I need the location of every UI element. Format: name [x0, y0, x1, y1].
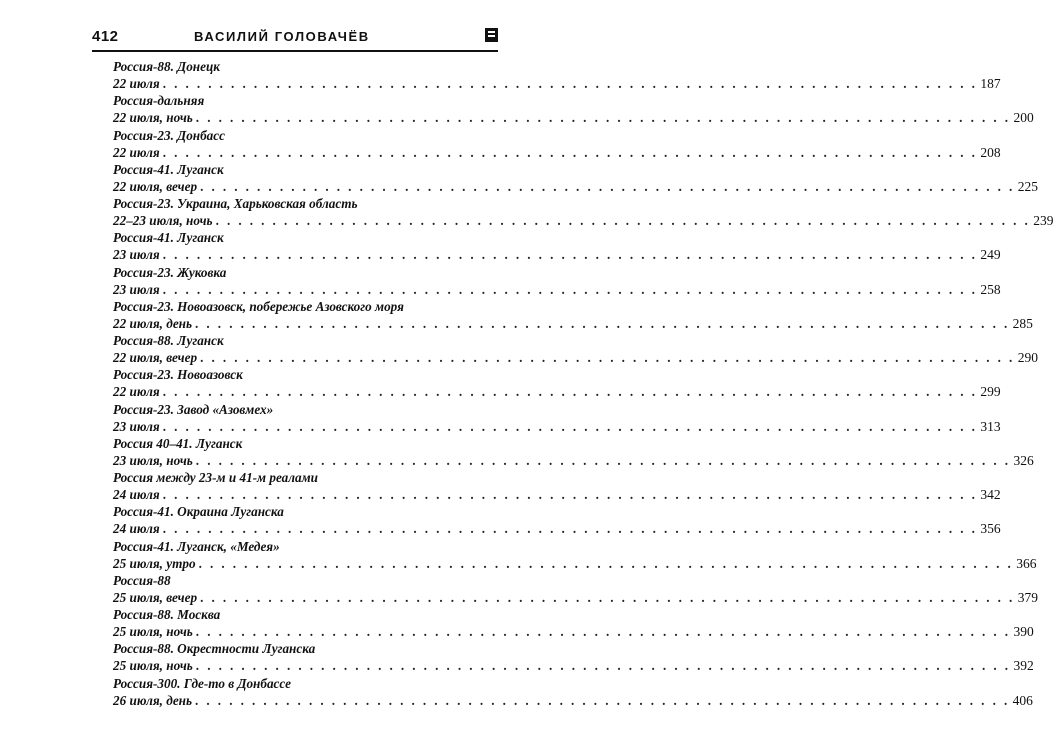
- toc-entry-title: Россия между 23-м и 41-м реалами: [113, 470, 318, 485]
- toc-entry-subline: [113, 589, 1038, 606]
- toc-entry-subtitle: 22 июля, вечер: [113, 350, 198, 365]
- dot-leader: . . . . . . . . . . . . . . . . . . . . . . . . . . . . . . . . . . . . . . . . . . . . . . . . . . . . . . . . . . . . . . . . . . . . . . . .: [195, 110, 1011, 126]
- toc-entry-subline: [113, 75, 1001, 92]
- toc-entry: [113, 229, 1001, 263]
- toc-entry-title: Россия-23. Новоазовск: [113, 367, 243, 383]
- toc-entry-subtitle: 22 июля, день: [113, 315, 193, 331]
- toc-entry-page: 249: [980, 247, 1001, 263]
- dot-leader: . . . . . . . . . . . . . . . . . . . . . . . . . . . . . . . . . . . . . . . . . . . . . . . . . . . . . . . . . . . . . . . . . . . . . . . .: [195, 452, 1011, 468]
- dot-leader: . . . . . . . . . . . . . . . . . . . . . . . . . . . . . . . . . . . . . . . . . . . . . . . . . . . . . . . . . . . . . . . . . . . . . . . .: [162, 144, 978, 160]
- toc-entry-page: 392: [1013, 658, 1034, 674]
- toc-entry-subline: [113, 212, 1053, 229]
- toc-entry-title: Россия-23. Новоазовск, побережье Азовского моря: [113, 298, 404, 314]
- running-title: ВАСИЛИЙ ГОЛОВАЧЁВ: [194, 29, 370, 44]
- toc-entry-subline: [113, 349, 1038, 366]
- toc-entry-title: Россия-дальняя: [113, 93, 205, 109]
- toc-entry-subtitle: 23 июля: [113, 418, 160, 434]
- dot-leader: . . . . . . . . . . . . . . . . . . . . . . . . . . . . . . . . . . . . . . . . . . . . . . . . . . . . . . . . . . . . . . . . . . . . . . . .: [162, 76, 978, 91]
- dot-leader: . . . . . . . . . . . . . . . . . . . . . . . . . . . . . . . . . . . . . . . . . . . . . . . . . . . . . . . . . . . . . . . . . . . . . . . .: [198, 555, 1014, 571]
- toc-entry-page: 326: [1013, 452, 1034, 468]
- toc-entry-subline: [113, 623, 1034, 640]
- toc-entry-subtitle: 22 июля: [113, 76, 160, 91]
- toc-entry-page: 225: [1017, 178, 1038, 194]
- dot-leader: . . . . . . . . . . . . . . . . . . . . . . . . . . . . . . . . . . . . . . . . . . . . . . . . . . . . . . . . . . . . . . . . . . . . . . . .: [162, 247, 978, 263]
- toc-entry-subline: [113, 246, 1001, 263]
- dot-leader: . . . . . . . . . . . . . . . . . . . . . . . . . . . . . . . . . . . . . . . . . . . . . . . . . . . . . . . . . . . . . . . . . . . . . . . .: [195, 315, 1010, 331]
- toc-entry-title: Россия-41. Луганск, «Медея»: [113, 538, 280, 554]
- toc-entry: [113, 332, 1038, 366]
- toc-entry-subline: [113, 520, 1001, 537]
- toc-entry-page: 356: [980, 521, 1001, 537]
- toc-entry-subtitle: 22 июля, ночь: [113, 110, 193, 126]
- toc-entry: [113, 469, 1001, 503]
- toc-entry-title: Россия-41. Луганск: [113, 230, 224, 246]
- toc-entry-subline: [113, 692, 1033, 709]
- toc-entry-subtitle: 25 июля, вечер: [113, 589, 198, 605]
- toc-entry-page: 406: [1012, 692, 1033, 708]
- toc-entry-title: Россия 40–41. Луганск: [113, 435, 243, 451]
- toc-entry-title: Россия-88. Донецк: [113, 59, 220, 74]
- toc-entry-page: 208: [980, 144, 1001, 160]
- toc-entry-title: Россия-88. Окрестности Луганска: [113, 641, 316, 657]
- toc-entry-subtitle: 25 июля, утро: [113, 555, 196, 571]
- toc-entry: [113, 435, 1034, 469]
- page-number: 412: [92, 28, 119, 45]
- running-header: [92, 24, 498, 50]
- toc-entry-page: 342: [980, 487, 1001, 502]
- toc-entry-subline: [113, 281, 1001, 298]
- toc-entry: [113, 264, 1001, 298]
- toc-entry-subline: [113, 486, 1001, 503]
- toc-entry-subline: [113, 315, 1033, 332]
- toc-entry-title: Россия-41. Окраина Луганска: [113, 504, 284, 520]
- dot-leader: . . . . . . . . . . . . . . . . . . . . . . . . . . . . . . . . . . . . . . . . . . . . . . . . . . . . . . . . . . . . . . . . . . . . . . . .: [162, 418, 978, 434]
- toc-entry-page: 299: [980, 384, 1001, 400]
- dot-leader: . . . . . . . . . . . . . . . . . . . . . . . . . . . . . . . . . . . . . . . . . . . . . . . . . . . . . . . . . . . . . . . . . . . . . . . .: [200, 589, 1015, 605]
- toc-entry: [113, 366, 1001, 400]
- table-of-contents: [113, 58, 1053, 709]
- toc-entry: [113, 640, 1034, 674]
- toc-entry-title: Россия-88: [113, 572, 171, 588]
- toc-entry-subtitle: 25 июля, ночь: [113, 624, 193, 639]
- dot-leader: . . . . . . . . . . . . . . . . . . . . . . . . . . . . . . . . . . . . . . . . . . . . . . . . . . . . . . . . . . . . . . . . . . . . . . . .: [215, 213, 1031, 228]
- toc-entry-title: Россия-88. Москва: [113, 607, 221, 622]
- toc-entry-subtitle: 22–23 июля, ночь: [113, 213, 213, 228]
- toc-entry-page: 313: [980, 418, 1001, 434]
- dot-leader: . . . . . . . . . . . . . . . . . . . . . . . . . . . . . . . . . . . . . . . . . . . . . . . . . . . . . . . . . . . . . . . . . . . . . . . .: [162, 487, 978, 502]
- toc-entry-page: 239: [1033, 213, 1053, 228]
- toc-entry-title: Россия-23. Донбасс: [113, 127, 225, 143]
- toc-entry-page: 285: [1012, 315, 1033, 331]
- toc-entry: [113, 572, 1038, 606]
- black-square-ornament-icon: [485, 28, 498, 42]
- toc-entry: [113, 195, 1053, 229]
- toc-entry-title: Россия-23. Жуковка: [113, 264, 227, 280]
- toc-entry-page: 379: [1017, 589, 1038, 605]
- dot-leader: . . . . . . . . . . . . . . . . . . . . . . . . . . . . . . . . . . . . . . . . . . . . . . . . . . . . . . . . . . . . . . . . . . . . . . . .: [200, 350, 1015, 365]
- toc-entry-subtitle: 25 июля, ночь: [113, 658, 193, 674]
- toc-entry-title: Россия-300. Где-то в Донбассе: [113, 675, 291, 691]
- toc-entry: [113, 538, 1037, 572]
- toc-entry-subtitle: 26 июля, день: [113, 692, 193, 708]
- toc-entry-title: Россия-41. Луганск: [113, 161, 224, 177]
- toc-entry: [113, 401, 1001, 435]
- dot-leader: . . . . . . . . . . . . . . . . . . . . . . . . . . . . . . . . . . . . . . . . . . . . . . . . . . . . . . . . . . . . . . . . . . . . . . . .: [195, 692, 1010, 708]
- dot-leader: . . . . . . . . . . . . . . . . . . . . . . . . . . . . . . . . . . . . . . . . . . . . . . . . . . . . . . . . . . . . . . . . . . . . . . . .: [162, 281, 978, 297]
- toc-entry-page: 200: [1013, 110, 1034, 126]
- toc-entry-subtitle: 23 июля: [113, 281, 160, 297]
- toc-entry-subline: [113, 555, 1037, 572]
- toc-entry-page: 187: [980, 76, 1001, 91]
- toc-entry: [113, 127, 1001, 161]
- toc-entry-page: 366: [1016, 555, 1037, 571]
- toc-entry-subtitle: 24 июля: [113, 521, 160, 537]
- toc-entry-title: Россия-23. Завод «Азовмех»: [113, 401, 274, 417]
- dot-leader: . . . . . . . . . . . . . . . . . . . . . . . . . . . . . . . . . . . . . . . . . . . . . . . . . . . . . . . . . . . . . . . . . . . . . . . .: [162, 384, 978, 400]
- toc-entry-subtitle: 22 июля: [113, 144, 160, 160]
- toc-entry-subline: [113, 144, 1001, 161]
- toc-entry-page: 390: [1013, 624, 1034, 639]
- toc-entry-subtitle: 23 июля: [113, 247, 160, 263]
- toc-entry-subline: [113, 657, 1034, 674]
- toc-entry-subline: [113, 383, 1001, 400]
- dot-leader: . . . . . . . . . . . . . . . . . . . . . . . . . . . . . . . . . . . . . . . . . . . . . . . . . . . . . . . . . . . . . . . . . . . . . . . .: [195, 624, 1011, 639]
- toc-entry-subline: [113, 452, 1034, 469]
- header-rule: [92, 50, 498, 52]
- dot-leader: . . . . . . . . . . . . . . . . . . . . . . . . . . . . . . . . . . . . . . . . . . . . . . . . . . . . . . . . . . . . . . . . . . . . . . . .: [200, 178, 1015, 194]
- toc-entry: [113, 606, 1034, 640]
- toc-entry: [113, 58, 1001, 92]
- toc-entry: [113, 161, 1038, 195]
- toc-entry: [113, 298, 1033, 332]
- toc-entry-subtitle: 23 июля, ночь: [113, 452, 193, 468]
- toc-entry-page: 258: [980, 281, 1001, 297]
- toc-entry-subline: [113, 418, 1001, 435]
- toc-entry-subtitle: 22 июля, вечер: [113, 178, 198, 194]
- toc-entry-title: Россия-23. Украина, Харьковская область: [113, 196, 358, 211]
- toc-entry-subtitle: 22 июля: [113, 384, 160, 400]
- dot-leader: . . . . . . . . . . . . . . . . . . . . . . . . . . . . . . . . . . . . . . . . . . . . . . . . . . . . . . . . . . . . . . . . . . . . . . . .: [195, 658, 1011, 674]
- dot-leader: . . . . . . . . . . . . . . . . . . . . . . . . . . . . . . . . . . . . . . . . . . . . . . . . . . . . . . . . . . . . . . . . . . . . . . . .: [162, 521, 978, 537]
- toc-entry: [113, 675, 1033, 709]
- toc-entry-subline: [113, 178, 1038, 195]
- toc-entry: [113, 92, 1034, 126]
- toc-entry-subline: [113, 109, 1034, 126]
- toc-entry-title: Россия-88. Луганск: [113, 333, 224, 348]
- toc-entry-subtitle: 24 июля: [113, 487, 160, 502]
- toc-entry-page: 290: [1017, 350, 1038, 365]
- toc-entry: [113, 503, 1001, 537]
